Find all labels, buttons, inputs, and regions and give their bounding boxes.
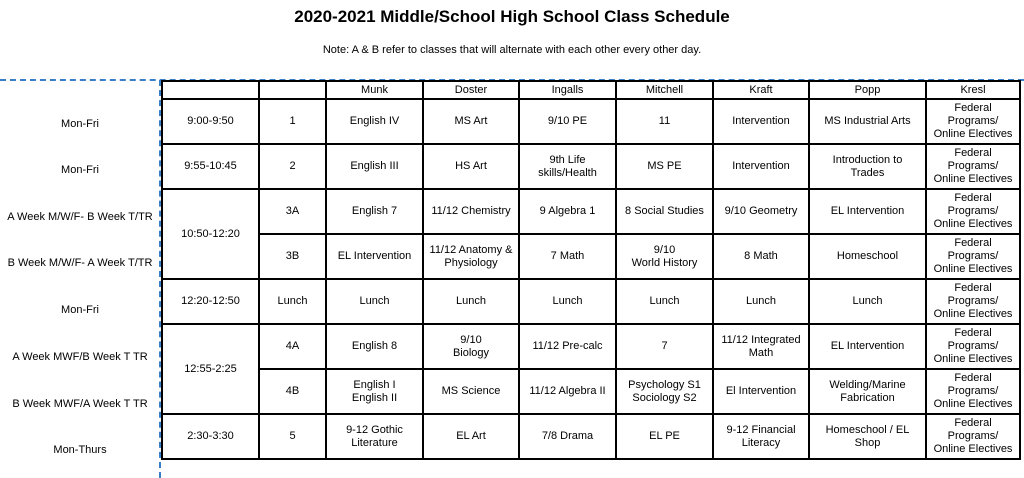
class-cell: 9/10 World History (616, 234, 713, 279)
period-cell: 3B (259, 234, 326, 279)
class-cell: MS Industrial Arts (809, 99, 926, 144)
class-cell: 9/10 Geometry (713, 189, 809, 234)
class-cell: English III (326, 144, 423, 189)
header-cell: Ingalls (519, 81, 616, 99)
class-cell: 9-12 Financial Literacy (713, 414, 809, 459)
class-cell: Intervention (713, 99, 809, 144)
class-cell: English I English II (326, 369, 423, 414)
time-cell: 12:55-2:25 (162, 324, 259, 414)
class-cell: 11 (616, 99, 713, 144)
class-cell: 8 Math (713, 234, 809, 279)
period-cell: 4B (259, 369, 326, 414)
class-cell: Intervention (713, 144, 809, 189)
class-cell: 7 Math (519, 234, 616, 279)
class-cell: English 8 (326, 324, 423, 369)
header-cell: Popp (809, 81, 926, 99)
time-cell: 12:20-12:50 (162, 279, 259, 324)
table-row (162, 369, 1020, 414)
table-row (162, 144, 1020, 189)
class-cell: Introduction to Trades (809, 144, 926, 189)
day-label: B Week M/W/F- A Week T/TR (7, 257, 153, 269)
class-cell: Federal Programs/ Online Electives (926, 189, 1020, 234)
note-text: Note: A & B refer to classes that will alternate with each other every other day. (322, 44, 702, 56)
class-cell: English 7 (326, 189, 423, 234)
header-row (162, 81, 1020, 99)
class-cell: EL Intervention (326, 234, 423, 279)
class-cell: MS PE (616, 144, 713, 189)
class-cell: Federal Programs/ Online Electives (926, 414, 1020, 459)
day-label: A Week MWF/B Week T TR (12, 351, 148, 363)
period-cell: 3A (259, 189, 326, 234)
period-cell: 2 (259, 144, 326, 189)
class-cell: MS Science (423, 369, 519, 414)
table-row (162, 324, 1020, 369)
class-cell: EL PE (616, 414, 713, 459)
table-row (162, 189, 1020, 234)
period-cell: 1 (259, 99, 326, 144)
header-cell: Munk (326, 81, 423, 99)
time-cell: 9:00-9:50 (162, 99, 259, 144)
class-cell: 11/12 Chemistry (423, 189, 519, 234)
header-cell: Mitchell (616, 81, 713, 99)
day-label: Mon-Fri (61, 304, 99, 316)
header-cell (162, 81, 259, 99)
class-cell: 9th Life skills/Health (519, 144, 616, 189)
class-cell: El Intervention (713, 369, 809, 414)
class-cell: Federal Programs/ Online Electives (926, 144, 1020, 189)
table-row (162, 414, 1020, 459)
day-label: B Week MWF/A Week T TR (12, 398, 148, 410)
class-cell: EL Art (423, 414, 519, 459)
class-cell: Psychology S1 Sociology S2 (616, 369, 713, 414)
day-label: Mon-Fri (61, 118, 99, 130)
class-cell: Federal Programs/ Online Electives (926, 324, 1020, 369)
class-cell: 11/12 Integrated Math (713, 324, 809, 369)
class-cell: EL Intervention (809, 324, 926, 369)
class-cell: English IV (326, 99, 423, 144)
class-cell: Lunch (616, 279, 713, 324)
class-cell: Federal Programs/ Online Electives (926, 99, 1020, 144)
class-cell: 7/8 Drama (519, 414, 616, 459)
class-cell: 11/12 Pre-calc (519, 324, 616, 369)
class-cell: Homeschool / EL Shop (809, 414, 926, 459)
class-cell: 8 Social Studies (616, 189, 713, 234)
period-cell: 5 (259, 414, 326, 459)
class-cell: Federal Programs/ Online Electives (926, 279, 1020, 324)
class-cell: 7 (616, 324, 713, 369)
class-cell: 9-12 Gothic Literature (326, 414, 423, 459)
class-cell: Federal Programs/ Online Electives (926, 234, 1020, 279)
class-cell: 9/10 Biology (423, 324, 519, 369)
header-cell: Doster (423, 81, 519, 99)
day-label: Mon-Thurs (53, 444, 107, 456)
table-row (162, 234, 1020, 279)
header-cell: Kresl (926, 81, 1020, 99)
class-cell: 9 Algebra 1 (519, 189, 616, 234)
time-cell: 10:50-12:20 (162, 189, 259, 279)
class-cell: Welding/Marine Fabrication (809, 369, 926, 414)
period-cell: 4A (259, 324, 326, 369)
schedule-table (161, 80, 1021, 460)
class-cell: Lunch (713, 279, 809, 324)
class-cell: EL Intervention (809, 189, 926, 234)
class-cell: 11/12 Algebra II (519, 369, 616, 414)
header-cell: Kraft (713, 81, 809, 99)
period-cell: Lunch (259, 279, 326, 324)
class-cell: Federal Programs/ Online Electives (926, 369, 1020, 414)
time-cell: 2:30-3:30 (162, 414, 259, 459)
page-title: 2020-2021 Middle/School High School Class Schedule (294, 7, 730, 26)
class-cell: MS Art (423, 99, 519, 144)
time-cell: 9:55-10:45 (162, 144, 259, 189)
class-cell: Lunch (809, 279, 926, 324)
class-cell: Lunch (423, 279, 519, 324)
table-row (162, 99, 1020, 144)
class-cell: Homeschool (809, 234, 926, 279)
class-cell: Lunch (519, 279, 616, 324)
class-cell: 9/10 PE (519, 99, 616, 144)
day-label: Mon-Fri (61, 164, 99, 176)
day-label: A Week M/W/F- B Week T/TR (7, 211, 153, 223)
table-row (162, 279, 1020, 324)
header-cell (259, 81, 326, 99)
class-cell: Lunch (326, 279, 423, 324)
class-cell: HS Art (423, 144, 519, 189)
class-cell: 11/12 Anatomy & Physiology (423, 234, 519, 279)
